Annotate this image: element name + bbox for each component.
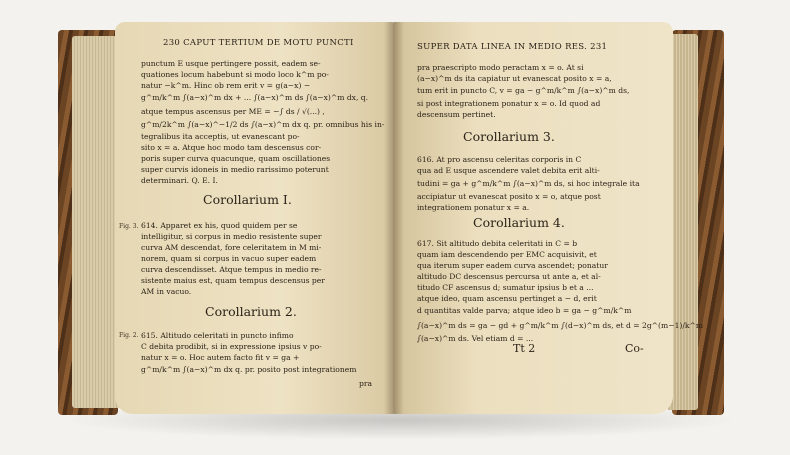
right-heading-corollary-3: Corollarium 3.: [463, 129, 555, 144]
right-catchword: Co-: [625, 342, 644, 355]
right-text-line: pra praescripto modo peractam x = o. At si: [417, 63, 584, 72]
right-text-line: descensum pertinet.: [417, 110, 496, 119]
left-text-line: quationes locum habebunt si modo loco k^m po-: [141, 70, 329, 79]
left-text-line: g^m/2k^m ∫(a−x)^−1/2 ds ∫(a−x)^m dx q. pr. omnibus his in-: [141, 120, 385, 129]
left-text-line: tegralibus ita acceptis, ut evanescant po-: [141, 132, 300, 141]
left-text-line: 615. Altitudo celeritati in puncto infimo: [141, 331, 294, 340]
left-text-line: natur x = o. Hoc autem facto fit v = ga +: [141, 353, 300, 362]
left-text-line: curva AM descendat, fore celeritatem in M mi-: [141, 243, 322, 252]
left-text-line: g^m/k^m ∫(a−x)^m dx + ... ∫(a−x)^m ds ∫(a−x)^m dx, q.: [141, 93, 369, 102]
right-page: [393, 22, 704, 414]
left-text-line: norem, quam si corpus in vacuo super eadem: [141, 254, 317, 263]
right-text-line: qua iterum super eadem curva ascendet; ponatur: [417, 261, 608, 270]
left-text-line: sito x = a. Atque hoc modo tam descensus cor-: [141, 143, 322, 152]
right-text-line: quam iam descendendo per EMC acquisivit, et: [417, 250, 597, 259]
left-text-line: determinari. Q. E. I.: [141, 176, 218, 185]
right-text-line: tudini = ga + g^m/k^m ∫(a−x)^m ds, si hoc integrale ita: [417, 179, 640, 188]
right-page-header: SUPER DATA LINEA IN MEDIO RES. 231: [417, 42, 608, 52]
left-text-line: curva descendisset. Atque tempus in medio re-: [141, 265, 322, 274]
right-text-line: tum erit in puncto C, v = ga − g^m/k^m ∫(a−x)^m ds,: [417, 86, 630, 95]
left-text-line: atque tempus ascensus per ME = −∫ ds / √(...) ,: [141, 107, 325, 116]
left-text-line: sistente maius est, quam tempus descensus per: [141, 276, 325, 285]
right-text-line: titudo CF ascensus d; sumatur ipsius b et a ...: [417, 283, 594, 292]
left-text-line: punctum E usque pertingere possit, eadem se-: [141, 59, 321, 68]
left-text-line: g^m/k^m ∫(a−x)^m dx q. pr. posito post integrationem: [141, 365, 357, 374]
right-text-line: accipiatur ut evanescat posito x = o, atque post: [417, 192, 601, 201]
left-text-line: intelligitur, si corpus in medio resistente super: [141, 232, 322, 241]
right-text-line: ∫(a−x)^m ds. Vel etiam d = ...: [417, 334, 534, 343]
left-text-line: C debita prodibit, si in expressione ipsius v po-: [141, 342, 322, 351]
right-text-line: integrationem ponatur x = a.: [417, 203, 530, 212]
right-text-line: 616. At pro ascensu celeritas corporis in C: [417, 155, 582, 164]
fig-reference: Fig. 3.: [119, 223, 139, 230]
right-text-line: altitudo DC descensus percursa ut ante a, et al-: [417, 272, 601, 281]
left-page-header: 230 CAPUT TERTIUM DE MOTU PUNCTI: [163, 38, 354, 48]
signature-mark: Tt 2: [513, 342, 536, 355]
right-heading-corollary-4: Corollarium 4.: [473, 215, 565, 230]
left-heading-corollary-2: Corollarium 2.: [205, 304, 297, 319]
left-catchword: pra: [359, 379, 373, 388]
left-text-line: natur −k^m. Hinc ob rem erit v = g(a−x) −: [141, 81, 311, 90]
right-text-line: atque ideo, quam ascensu pertinget a − d, erit: [417, 294, 597, 303]
left-heading-corollary-1: Corollarium I.: [203, 192, 292, 207]
left-text-line: super curvis idoneis in medio rarissimo poterunt: [141, 165, 329, 174]
right-text-line: 617. Sit altitudo debita celeritati in C = b: [417, 239, 578, 248]
book-gutter: [384, 22, 404, 414]
left-text-line: poris super curva quacunque, quam oscillationes: [141, 154, 331, 163]
fig-reference: Fig. 2.: [119, 332, 139, 339]
right-text-line: ∫(a−x)^m ds = ga − gd + g^m/k^m ∫(d−x)^m ds, et d = 2g^(m−1)/k^m: [417, 321, 704, 330]
right-text-line: (a−x)^m ds ita capiatur ut evanescat posito x = a,: [417, 74, 612, 83]
right-text-line: d quantitas valde parva; atque ideo b = ga − g^m/k^m: [417, 306, 632, 315]
left-page: [115, 22, 393, 414]
right-text-line: qua ad E usque ascendere valet debita erit alti-: [417, 166, 600, 175]
left-text-line: AM in vacuo.: [141, 287, 192, 296]
left-text-line: 614. Apparet ex his, quod quidem per se: [141, 221, 298, 230]
right-text-line: si post integrationem ponatur x = o. Id quod ad: [417, 99, 601, 108]
